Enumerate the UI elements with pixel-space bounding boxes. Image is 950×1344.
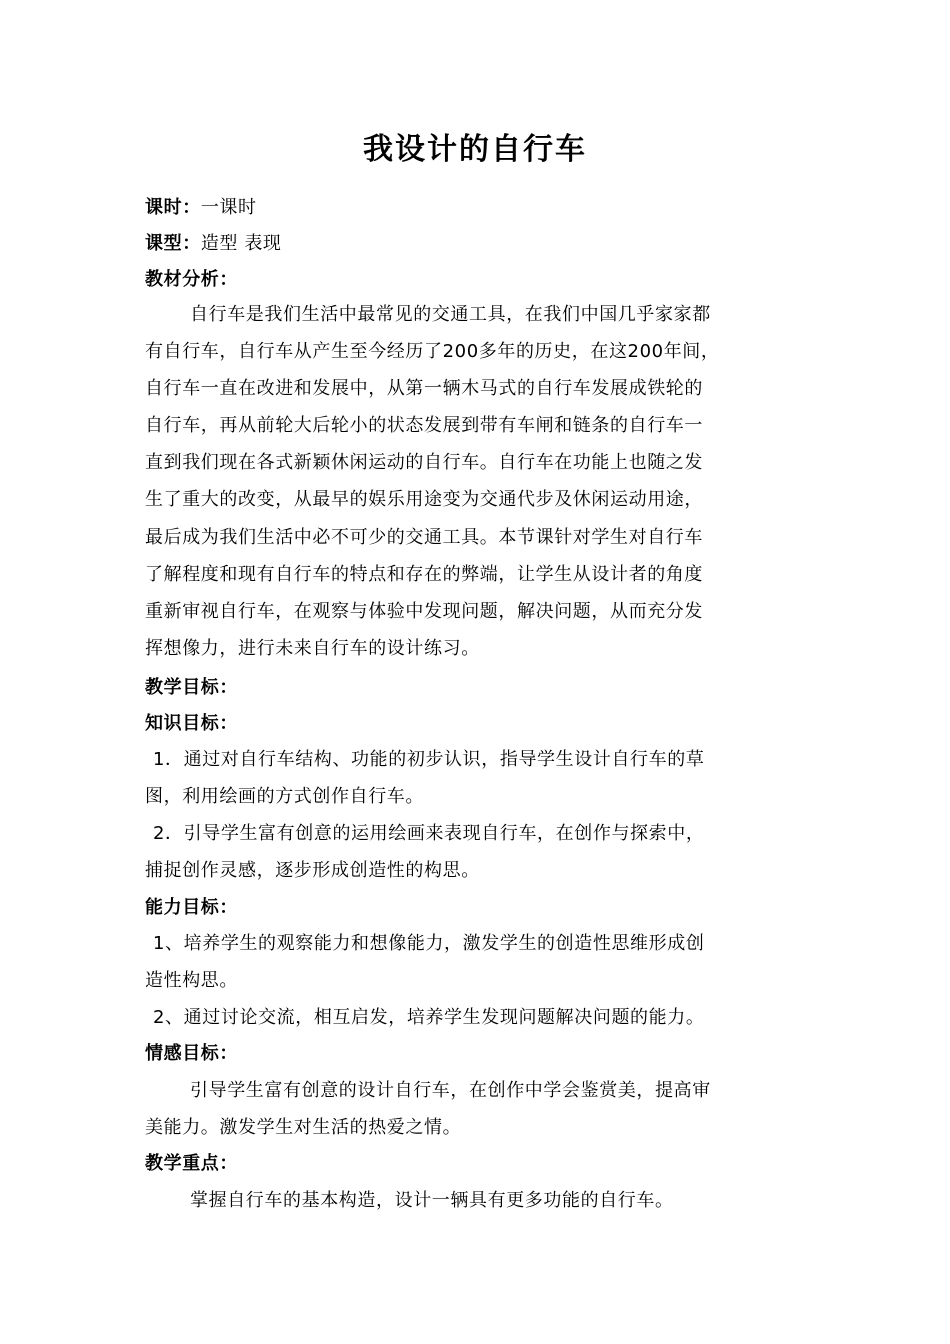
lesson-value: 一课时 xyxy=(200,197,257,218)
ability-line: 2、通过讨论交流，相互启发，培养学生发现问题解决问题的能力。 xyxy=(153,1007,705,1028)
key-points-line: 掌握自行车的基本构造，设计一辆具有更多功能的自行车。 xyxy=(190,1190,674,1211)
type-label: 课型： xyxy=(145,233,201,254)
material-heading: 教材分析： xyxy=(145,269,238,290)
emotion-line: 引导学生富有创意的设计自行车，在创作中学会鉴赏美，提高审 xyxy=(190,1080,711,1101)
ability-line: 1、培养学生的观察能力和想像能力，激发学生的创造性思维形成创 xyxy=(153,933,705,954)
emotion-line: 美能力。激发学生对生活的热爱之情。 xyxy=(145,1117,462,1138)
material-line: 有自行车，自行车从产生至今经历了200多年的历史，在这200年间， xyxy=(145,341,720,362)
material-line: 生了重大的改变，从最早的娱乐用途变为交通代步及休闲运动用途， xyxy=(145,489,703,510)
page-title: 我设计的自行车 xyxy=(363,132,587,167)
knowledge-line: 1．通过对自行车结构、功能的初步认识，指导学生设计自行车的草 xyxy=(153,749,705,770)
type-row xyxy=(145,226,815,262)
emotion-heading: 情感目标： xyxy=(145,1043,238,1064)
knowledge-line: 2．引导学生富有创意的运用绘画来表现自行车，在创作与探索中， xyxy=(153,823,705,844)
knowledge-line: 图，利用绘画的方式创作自行车。 xyxy=(145,786,424,807)
key-points-heading: 教学重点： xyxy=(145,1153,238,1174)
goals-heading: 教学目标： xyxy=(145,677,238,698)
lesson-row xyxy=(145,190,815,226)
material-line: 挥想像力，进行未来自行车的设计练习。 xyxy=(145,638,480,659)
material-line: 重新审视自行车，在观察与体验中发现问题，解决问题，从而充分发 xyxy=(145,601,703,622)
type-value: 造型 表现 xyxy=(200,233,282,254)
material-line: 了解程度和现有自行车的特点和存在的弊端，让学生从设计者的角度 xyxy=(145,564,703,585)
ability-line: 造性构思。 xyxy=(145,970,238,991)
knowledge-heading: 知识目标： xyxy=(145,713,238,734)
ability-heading: 能力目标： xyxy=(145,897,238,918)
material-line: 最后成为我们生活中必不可少的交通工具。本节课针对学生对自行车 xyxy=(145,527,703,548)
material-line: 自行车是我们生活中最常见的交通工具，在我们中国几乎家家都 xyxy=(190,304,711,325)
material-line: 自行车，再从前轮大后轮小的状态发展到带有车闸和链条的自行车一 xyxy=(145,415,703,436)
material-line: 自行车一直在改进和发展中，从第一辆木马式的自行车发展成铁轮的 xyxy=(145,378,703,399)
lesson-label: 课时： xyxy=(145,197,201,218)
material-line: 直到我们现在各式新颖休闲运动的自行车。自行车在功能上也随之发 xyxy=(145,452,703,473)
knowledge-line: 捕捉创作灵感，逐步形成创造性的构思。 xyxy=(145,860,480,881)
